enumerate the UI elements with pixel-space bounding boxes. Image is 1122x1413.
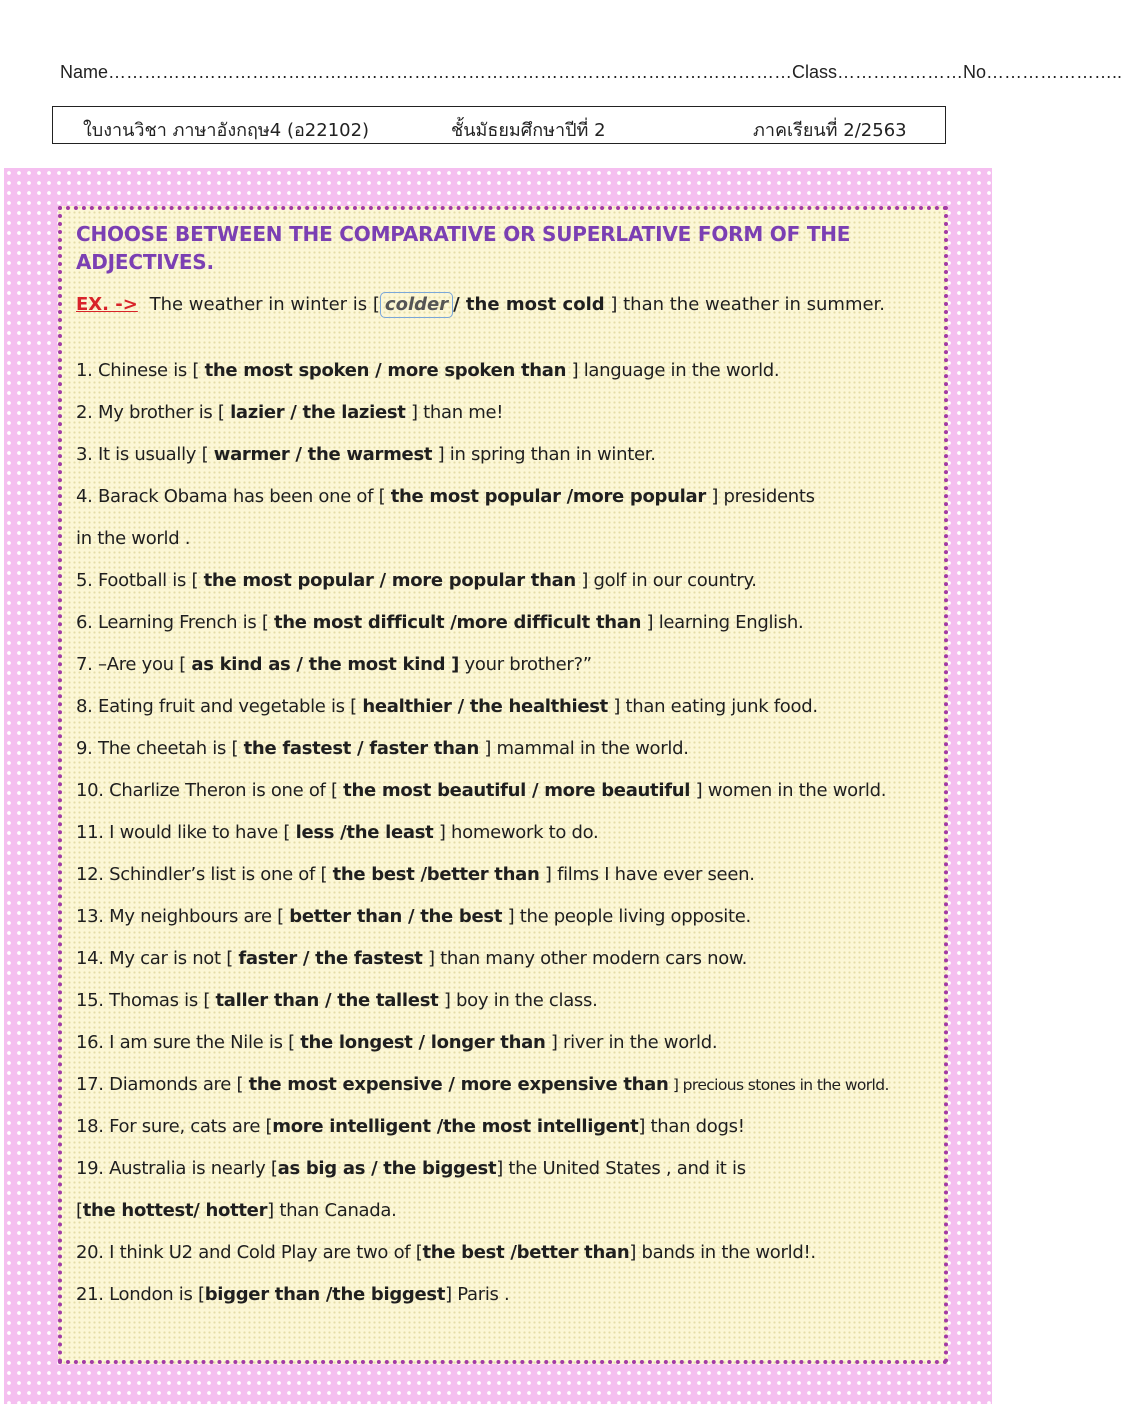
question-2: 2. My brother is [ lazier / the laziest ] than me!: [76, 402, 504, 423]
question-10: 10. Charlize Theron is one of [ the most beautiful / more beautiful ] women in the world.: [76, 780, 887, 801]
example-line: [76, 284, 936, 326]
question-options[interactable]: the most expensive / more expensive than: [248, 1074, 669, 1095]
question-options[interactable]: the most popular /more popular: [390, 486, 706, 507]
question-9: 9. The cheetah is [ the fastest / faster than ] mammal in the world.: [76, 738, 689, 759]
question-14: 14. My car is not [ faster / the fastest ] than many other modern cars now.: [76, 948, 748, 969]
example-options: / the most cold: [453, 294, 605, 315]
question-options[interactable]: the most spoken / more spoken than: [204, 360, 567, 381]
question-18: 18. For sure, cats are [more intelligent /the most intelligent] than dogs!: [76, 1116, 745, 1137]
question-options[interactable]: the most popular / more popular than: [203, 570, 576, 591]
question-options[interactable]: faster / the fastest: [238, 948, 423, 969]
question-options[interactable]: warmer / the warmest: [213, 444, 433, 465]
question-options[interactable]: the most beautiful / more beautiful: [343, 780, 691, 801]
question-options[interactable]: healthier / the healthiest: [362, 696, 608, 717]
question-options[interactable]: lazier / the laziest: [230, 402, 406, 423]
question-options[interactable]: better than / the best: [289, 906, 503, 927]
question-15: 15. Thomas is [ taller than / the tallest ] boy in the class.: [76, 990, 598, 1011]
question-options[interactable]: the longest / longer than: [300, 1032, 546, 1053]
worksheet-content: [76, 220, 936, 1316]
question-7: 7. –Are you [ as kind as / the most kind ] your brother?”: [76, 654, 592, 675]
question-21: 21. London is [bigger than /the biggest] Paris .: [76, 1284, 510, 1305]
question-19: 19. Australia is nearly [as big as / the biggest] the United States , and it is: [76, 1158, 746, 1179]
question-12: 12. Schindler’s list is one of [ the best /better than ] films I have ever seen.: [76, 864, 755, 885]
question-options[interactable]: the most difficult /more difficult than: [273, 612, 642, 633]
question-options[interactable]: the hottest/ hotter: [82, 1200, 268, 1221]
question-4: 4. Barack Obama has been one of [ the most popular /more popular ] presidents: [76, 486, 815, 507]
term-label: ภาคเรียนที่ 2/2563: [753, 120, 907, 141]
question-8: 8. Eating fruit and vegetable is [ healthier / the healthiest ] than eating junk food.: [76, 696, 818, 717]
decorative-frame: [4, 168, 992, 1404]
question-19-continued: [the hottest/ hotter] than Canada.: [76, 1200, 397, 1221]
grade-level-label: ชั้นมัธยมศึกษาปีที่ 2: [451, 120, 606, 141]
question-options[interactable]: more intelligent /the most intelligent: [272, 1116, 639, 1137]
question-options[interactable]: less /the least: [295, 822, 434, 843]
example-before: The weather in winter is [: [149, 294, 380, 315]
name-class-number-line: Name……………………………………………………………………………………………………Class…………………No…………………..: [60, 62, 1122, 82]
question-options[interactable]: as big as / the biggest: [277, 1158, 497, 1179]
question-options[interactable]: the best /better than: [332, 864, 540, 885]
worksheet-panel: [58, 206, 948, 1364]
course-info-box: [52, 106, 946, 144]
question-20: 20. I think U2 and Cold Play are two of [the best /better than] bands in the world!.: [76, 1242, 816, 1263]
question-13: 13. My neighbours are [ better than / the best ] the people living opposite.: [76, 906, 751, 927]
question-11: 11. I would like to have [ less /the least ] homework to do.: [76, 822, 599, 843]
question-17: 17. Diamonds are [ the most expensive / more expensive than ] precious stones in the world.: [76, 1074, 889, 1095]
question-1: 1. Chinese is [ the most spoken / more spoken than ] language in the world.: [76, 360, 780, 381]
question-5: 5. Football is [ the most popular / more popular than ] golf in our country.: [76, 570, 757, 591]
example-after: ] than the weather in summer.: [610, 294, 886, 315]
question-4-continued: in the world .: [76, 528, 191, 549]
question-options[interactable]: bigger than /the biggest: [204, 1284, 446, 1305]
instruction-heading: CHOOSE BETWEEN THE COMPARATIVE OR SUPERLATIVE FORM OF THE ADJECTIVES.: [76, 222, 851, 274]
example-label: EX. ->: [76, 294, 138, 315]
question-6: 6. Learning French is [ the most difficult /more difficult than ] learning English.: [76, 612, 804, 633]
question-16: 16. I am sure the Nile is [ the longest / longer than ] river in the world.: [76, 1032, 718, 1053]
question-options[interactable]: the fastest / faster than: [243, 738, 479, 759]
question-3: 3. It is usually [ warmer / the warmest ] in spring than in winter.: [76, 444, 656, 465]
question-options[interactable]: as kind as / the most kind ]: [191, 654, 460, 675]
question-options[interactable]: the best /better than: [422, 1242, 630, 1263]
example-answer-box: colder: [380, 292, 453, 318]
subject-label: ใบงานวิชา ภาษาอังกฤษ4 (อ22102): [83, 120, 370, 141]
question-list: [76, 350, 936, 1316]
question-options[interactable]: taller than / the tallest: [215, 990, 439, 1011]
